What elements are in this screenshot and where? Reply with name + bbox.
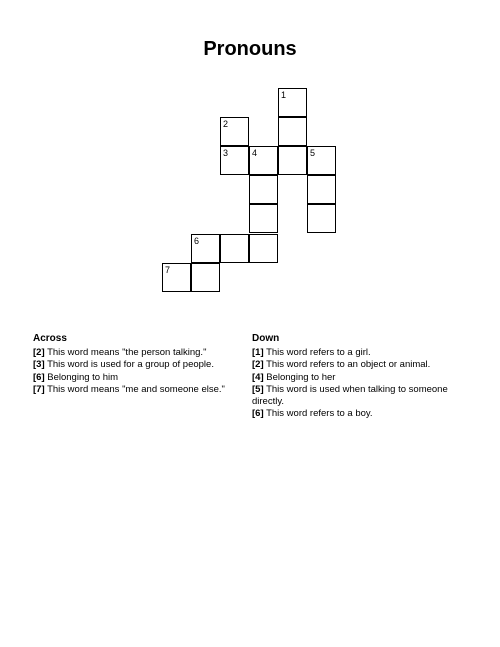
clue-text: This word is used for a group of people. — [44, 359, 214, 371]
clue-label: [6] — [33, 371, 45, 383]
grid-cell[interactable] — [191, 263, 220, 292]
clue-label: [6] — [252, 408, 264, 420]
clue-number: 3 — [223, 148, 229, 158]
clue-number: 6 — [194, 236, 200, 246]
grid-cell[interactable] — [191, 234, 220, 263]
clue-item — [33, 347, 243, 359]
clue-label: [2] — [252, 359, 264, 371]
clue-label: [7] — [33, 383, 45, 395]
clue-text: Belonging to her — [263, 371, 336, 383]
clue-number: 2 — [223, 119, 229, 129]
down-clues — [252, 333, 467, 420]
clue-item — [33, 384, 243, 396]
grid-cell[interactable] — [162, 263, 191, 292]
across-heading: Across — [33, 333, 67, 344]
clue-item — [252, 372, 467, 384]
clue-text: Belonging to him — [44, 371, 119, 383]
clue-item — [252, 347, 467, 359]
grid-cell[interactable] — [278, 146, 307, 175]
grid-cell[interactable] — [278, 117, 307, 146]
clue-text: This word refers to a boy. — [263, 408, 373, 420]
grid-cell[interactable] — [278, 88, 307, 117]
grid-cell[interactable] — [220, 234, 249, 263]
clue-text: This word means "me and someone else." — [44, 383, 225, 395]
clue-text: This word is used when talking to someone directly. — [252, 383, 448, 408]
grid-cell[interactable] — [220, 146, 249, 175]
grid-cell[interactable] — [249, 175, 278, 204]
down-heading: Down — [252, 333, 280, 344]
clue-label: [2] — [33, 347, 45, 359]
clue-number: 1 — [281, 90, 287, 100]
across-clues — [33, 333, 243, 396]
clue-number: 7 — [165, 265, 171, 275]
clue-item — [252, 359, 467, 371]
grid-cell[interactable] — [249, 234, 278, 263]
clue-label: [3] — [33, 359, 45, 371]
grid-cell[interactable] — [249, 146, 278, 175]
page-title: Pronouns — [203, 38, 297, 60]
clue-label: [4] — [252, 371, 264, 383]
clue-number: 4 — [252, 148, 258, 158]
clue-item — [33, 372, 243, 384]
clue-label: [1] — [252, 347, 264, 359]
clue-text: This word refers to an object or animal. — [263, 359, 431, 371]
grid-cell[interactable] — [307, 175, 336, 204]
clue-item — [252, 384, 467, 408]
grid-cell[interactable] — [220, 117, 249, 146]
grid-cell[interactable] — [249, 204, 278, 233]
grid-cell[interactable] — [307, 146, 336, 175]
clue-text: This word refers to a girl. — [263, 347, 371, 359]
grid-cell[interactable] — [307, 204, 336, 233]
clue-item — [33, 359, 243, 371]
clue-label: [5] — [252, 383, 264, 395]
clue-text: This word means "the person talking." — [44, 347, 207, 359]
clue-item — [252, 408, 467, 420]
clue-number: 5 — [310, 148, 316, 158]
